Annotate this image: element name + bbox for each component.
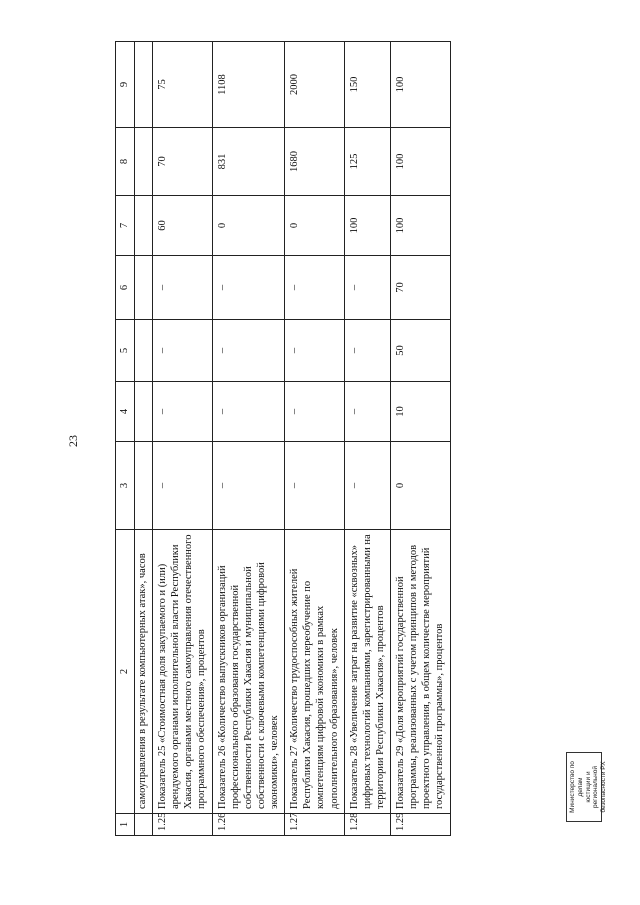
column-header: 6 <box>116 256 135 320</box>
column-header: 4 <box>116 382 135 442</box>
row-index: 1.29 <box>391 814 451 836</box>
row-index: 1.26 <box>212 814 285 836</box>
row-index: 1.28 <box>344 814 390 836</box>
value-cell: – <box>344 256 390 320</box>
value-cell: – <box>344 320 390 382</box>
table-cell <box>135 256 153 320</box>
stamp-line: Министерство по делам <box>569 761 584 813</box>
indicator-text: Показатель 28 «Увеличение затрат на развитие «сквозных» цифровых технологий компаниями, зарегистрированными на территории Республики Хакасия», процентов <box>344 530 390 814</box>
value-cell: 150 <box>344 42 390 128</box>
value-cell: – <box>212 442 285 530</box>
table-cell <box>135 128 153 196</box>
value-cell: – <box>153 382 213 442</box>
value-cell: – <box>212 382 285 442</box>
value-cell: – <box>285 442 345 530</box>
column-header: 8 <box>116 128 135 196</box>
indicators-table-container <box>115 42 446 836</box>
stamp-line: безопасности РХ <box>600 761 608 813</box>
table-row <box>153 42 213 836</box>
page-number: 23 <box>66 435 80 447</box>
value-cell: – <box>212 320 285 382</box>
indicator-text: Показатель 25 «Стоимостная доля закупаемого и (или) арендуемого органами исполнительной власти Республики Хакасия, органами местного самоуправления отечественного программного обеспечения», процентов <box>153 530 213 814</box>
table-cell <box>135 442 153 530</box>
row-index: 1.27 <box>285 814 345 836</box>
value-cell: 60 <box>153 196 213 256</box>
value-cell: 0 <box>285 196 345 256</box>
column-header: 7 <box>116 196 135 256</box>
value-cell: 1680 <box>285 128 345 196</box>
value-cell: 70 <box>391 256 451 320</box>
indicators-table <box>115 41 451 836</box>
value-cell: – <box>344 382 390 442</box>
value-cell: – <box>285 320 345 382</box>
value-cell: – <box>285 382 345 442</box>
table-row <box>344 42 390 836</box>
table-cell <box>135 196 153 256</box>
value-cell: 1108 <box>212 42 285 128</box>
continuation-text: самоуправления в результате компьютерных атак», часов <box>135 530 153 814</box>
column-header: 1 <box>116 814 135 836</box>
value-cell: – <box>285 256 345 320</box>
column-header: 3 <box>116 442 135 530</box>
column-header: 2 <box>116 530 135 814</box>
table-cell <box>135 382 153 442</box>
indicator-text: Показатель 29 «Доля мероприятий государственной программы, реализованных с учетом принципов и методов проектного управления, в общем количестве мероприятий государственной программы», процентов <box>391 530 451 814</box>
table-row <box>285 42 345 836</box>
value-cell: – <box>153 442 213 530</box>
value-cell: 2000 <box>285 42 345 128</box>
value-cell: 50 <box>391 320 451 382</box>
value-cell: 70 <box>153 128 213 196</box>
value-cell: 75 <box>153 42 213 128</box>
table-cell <box>135 814 153 836</box>
value-cell: 125 <box>344 128 390 196</box>
indicator-text: Показатель 26 «Количество выпускников организаций профессионального образования государственной собственности Республики Хакасия и муниципальной собственности с ключевыми компетенциями цифровой экономики», человек <box>212 530 285 814</box>
table-row-continuation <box>135 42 153 836</box>
value-cell: – <box>153 320 213 382</box>
column-header: 9 <box>116 42 135 128</box>
value-cell: 100 <box>344 196 390 256</box>
value-cell: 100 <box>391 196 451 256</box>
value-cell: 10 <box>391 382 451 442</box>
header-row <box>116 42 135 836</box>
value-cell: 0 <box>212 196 285 256</box>
value-cell: – <box>153 256 213 320</box>
value-cell: 100 <box>391 128 451 196</box>
value-cell: 0 <box>391 442 451 530</box>
table-cell <box>135 320 153 382</box>
indicator-text: Показатель 27 «Количество трудоспособных жителей Республики Хакасия, прошедших переобучение по компетенциям цифровой экономики в рамках дополнительного образования», человек <box>285 530 345 814</box>
value-cell: – <box>212 256 285 320</box>
value-cell: – <box>344 442 390 530</box>
column-header: 5 <box>116 320 135 382</box>
stamp-line: юстиции и региональной <box>584 765 600 809</box>
value-cell: 100 <box>391 42 451 128</box>
value-cell: 831 <box>212 128 285 196</box>
table-cell <box>135 42 153 128</box>
row-index: 1.25 <box>153 814 213 836</box>
table-row <box>391 42 451 836</box>
ministry-stamp <box>566 752 608 822</box>
table-row <box>212 42 285 836</box>
